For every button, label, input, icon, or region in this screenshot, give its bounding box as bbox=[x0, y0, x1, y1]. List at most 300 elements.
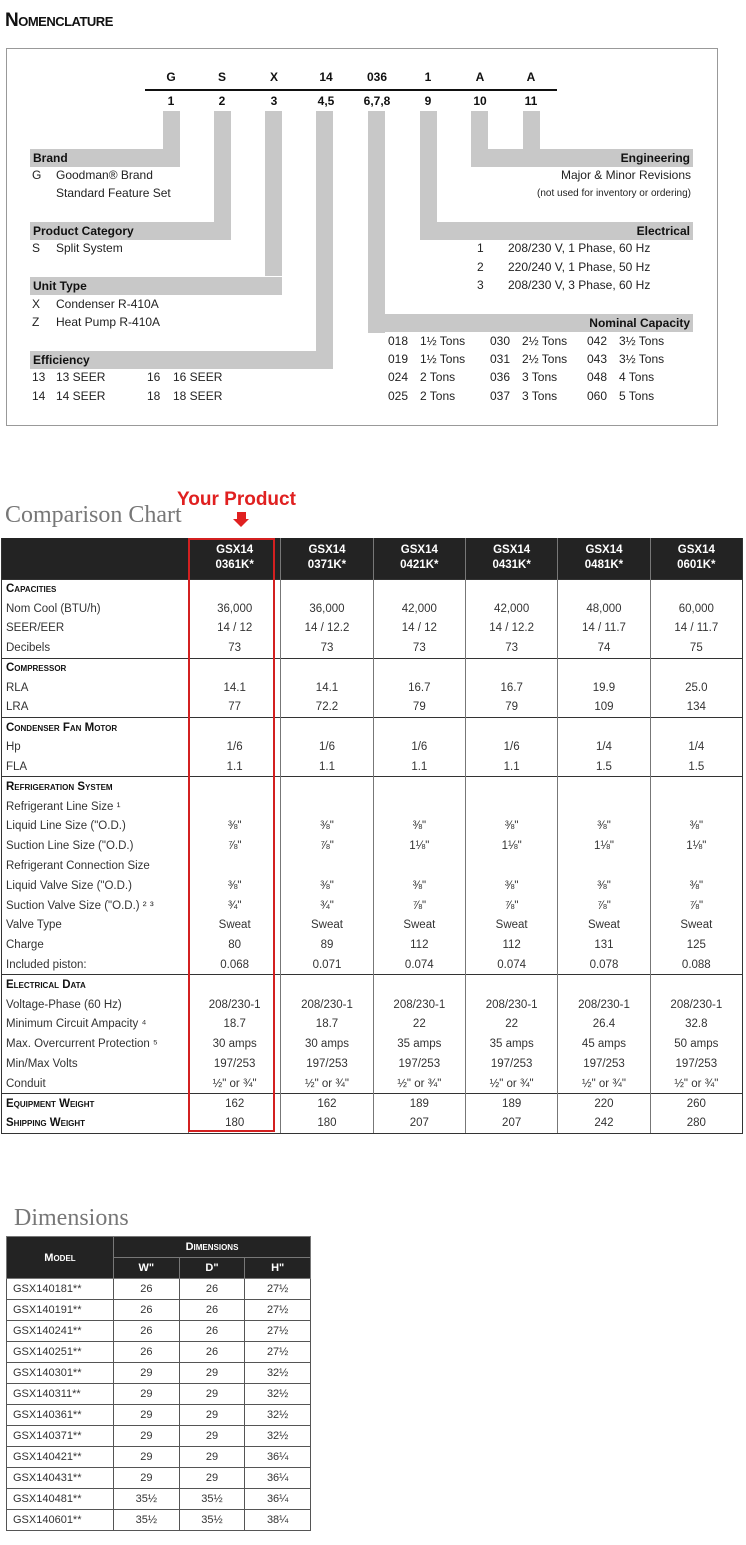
value-cell bbox=[465, 658, 557, 678]
value-cell: 22 bbox=[465, 1015, 557, 1035]
value-cell: 14 / 12.2 bbox=[465, 619, 557, 639]
engineering-heading: Engineering bbox=[471, 149, 693, 167]
connector-electrical bbox=[420, 111, 437, 223]
value-cell: 197/253 bbox=[281, 1054, 373, 1074]
value-cell: 36,000 bbox=[189, 599, 281, 619]
value-cell: Sweat bbox=[189, 916, 281, 936]
dim-model-cell: GSX140361** bbox=[7, 1405, 114, 1426]
row-label: Valve Type bbox=[2, 916, 189, 936]
brand-code: G bbox=[32, 168, 42, 182]
value-cell bbox=[373, 856, 465, 876]
value-cell bbox=[558, 975, 650, 995]
value-cell bbox=[373, 658, 465, 678]
value-cell: ⅞" bbox=[189, 836, 281, 856]
value-cell: 50 amps bbox=[650, 1034, 742, 1054]
value-cell: 112 bbox=[465, 935, 557, 955]
value-cell: 180 bbox=[189, 1114, 281, 1134]
value-cell: 109 bbox=[558, 698, 650, 718]
code-8: A bbox=[526, 70, 536, 84]
value-cell: 208/230-1 bbox=[558, 995, 650, 1015]
value-cell: ⅞" bbox=[281, 836, 373, 856]
value-cell: Sweat bbox=[558, 916, 650, 936]
value-cell: 1/4 bbox=[650, 737, 742, 757]
row-label: Charge bbox=[2, 935, 189, 955]
comparison-row bbox=[2, 955, 743, 975]
dim-value-cell: 29 bbox=[114, 1363, 180, 1384]
value-cell: 208/230-1 bbox=[281, 995, 373, 1015]
electrical-heading: Electrical bbox=[420, 222, 693, 240]
dim-model-cell: GSX140181** bbox=[7, 1279, 114, 1300]
comparison-row bbox=[2, 975, 743, 995]
value-cell bbox=[281, 856, 373, 876]
value-cell bbox=[281, 718, 373, 738]
comparison-row bbox=[2, 797, 743, 817]
value-cell bbox=[558, 856, 650, 876]
comparison-title: Comparison Chart bbox=[5, 502, 182, 528]
code-divider bbox=[145, 89, 557, 91]
dim-value-cell: 29 bbox=[114, 1384, 180, 1405]
code-2: S bbox=[217, 70, 226, 84]
row-label: RLA bbox=[2, 678, 189, 698]
value-cell: 30 amps bbox=[189, 1034, 281, 1054]
value-cell bbox=[189, 579, 281, 599]
value-cell: ⅜" bbox=[373, 876, 465, 896]
dim-model-cell: GSX140251** bbox=[7, 1342, 114, 1363]
value-cell bbox=[281, 797, 373, 817]
row-label: Refrigerant Line Size ¹ bbox=[2, 797, 189, 817]
dim-value-cell: 29 bbox=[179, 1468, 245, 1489]
value-cell bbox=[465, 718, 557, 738]
code-6: 1 bbox=[424, 70, 432, 84]
efficiency-value-4: 18 SEER bbox=[173, 389, 223, 403]
comparison-row bbox=[2, 678, 743, 698]
your-product-callout: Your Product bbox=[177, 489, 296, 510]
comparison-row bbox=[2, 757, 743, 777]
dimensions-title: Dimensions bbox=[14, 1205, 129, 1231]
comparison-row bbox=[2, 1034, 743, 1054]
comparison-row bbox=[2, 777, 743, 797]
value-cell: 208/230-1 bbox=[465, 995, 557, 1015]
value-cell bbox=[189, 797, 281, 817]
value-cell: 14 / 11.7 bbox=[558, 619, 650, 639]
unit-type-value-1: Condenser R-410A bbox=[56, 297, 159, 311]
engineering-line1: Major & Minor Revisions bbox=[560, 168, 691, 182]
value-cell bbox=[189, 718, 281, 738]
cap-value: 3½ Tons bbox=[619, 334, 665, 348]
value-cell bbox=[465, 777, 557, 797]
row-label: Liquid Valve Size ("O.D.) bbox=[2, 876, 189, 896]
value-cell: ⅜" bbox=[558, 817, 650, 837]
value-cell: 1⅛" bbox=[465, 836, 557, 856]
unit-type-code-2: Z bbox=[32, 315, 40, 329]
cap-value: 2 Tons bbox=[420, 370, 456, 384]
value-cell: 18.7 bbox=[281, 1015, 373, 1035]
comparison-row bbox=[2, 935, 743, 955]
value-cell: ½" or ¾" bbox=[650, 1074, 742, 1094]
row-label: Max. Overcurrent Protection ⁵ bbox=[2, 1034, 189, 1054]
value-cell: 1.1 bbox=[281, 757, 373, 777]
value-cell bbox=[373, 718, 465, 738]
dim-model-cell: GSX140191** bbox=[7, 1300, 114, 1321]
code-3: X bbox=[269, 70, 278, 84]
value-cell: 0.074 bbox=[465, 955, 557, 975]
value-cell bbox=[465, 797, 557, 817]
pos-4: 4,5 bbox=[317, 94, 335, 108]
value-cell: 22 bbox=[373, 1015, 465, 1035]
dim-value-cell: 29 bbox=[179, 1447, 245, 1468]
dim-value-cell: 26 bbox=[179, 1321, 245, 1342]
comparison-row bbox=[2, 599, 743, 619]
value-cell: 0.074 bbox=[373, 955, 465, 975]
value-cell: ¾" bbox=[189, 896, 281, 916]
connector-unit-type bbox=[265, 111, 282, 276]
dim-value-cell: 29 bbox=[179, 1426, 245, 1447]
value-cell: Sweat bbox=[650, 916, 742, 936]
dim-value-cell: 29 bbox=[114, 1405, 180, 1426]
value-cell: 197/253 bbox=[189, 1054, 281, 1074]
value-cell: 80 bbox=[189, 935, 281, 955]
dim-value-cell: 26 bbox=[179, 1279, 245, 1300]
value-cell: 112 bbox=[373, 935, 465, 955]
value-cell: ⅜" bbox=[650, 876, 742, 896]
dim-row bbox=[7, 1405, 311, 1426]
comparison-header-row bbox=[2, 538, 743, 579]
cap-code: 030 bbox=[490, 334, 511, 348]
header-blank bbox=[2, 538, 189, 579]
value-cell bbox=[373, 777, 465, 797]
model-header: GSX14 0481K* bbox=[558, 538, 650, 579]
value-cell: 35 amps bbox=[373, 1034, 465, 1054]
dim-row bbox=[7, 1489, 311, 1510]
dim-value-cell: 26 bbox=[114, 1342, 180, 1363]
value-cell: ¾" bbox=[281, 896, 373, 916]
value-cell bbox=[650, 975, 742, 995]
comparison-row bbox=[2, 638, 743, 658]
electrical-value-1: 208/230 V, 1 Phase, 60 Hz bbox=[508, 241, 651, 255]
code-1: G bbox=[166, 70, 176, 84]
value-cell: 1⅛" bbox=[373, 836, 465, 856]
dim-group-header: Dimensions bbox=[114, 1237, 311, 1258]
dim-model-header: Model bbox=[7, 1237, 114, 1279]
comparison-row bbox=[2, 718, 743, 738]
value-cell: ½" or ¾" bbox=[281, 1074, 373, 1094]
value-cell: 0.078 bbox=[558, 955, 650, 975]
dim-value-cell: 29 bbox=[114, 1447, 180, 1468]
cap-value: 5 Tons bbox=[619, 389, 655, 403]
value-cell: 72.2 bbox=[281, 698, 373, 718]
value-cell: 0.071 bbox=[281, 955, 373, 975]
value-cell: Sweat bbox=[373, 916, 465, 936]
dim-value-cell: 29 bbox=[114, 1426, 180, 1447]
dim-value-cell: 26 bbox=[114, 1300, 180, 1321]
value-cell bbox=[650, 856, 742, 876]
down-arrow-head-icon bbox=[233, 519, 249, 527]
value-cell bbox=[558, 579, 650, 599]
dim-header-row-1 bbox=[7, 1237, 311, 1258]
value-cell: Sweat bbox=[465, 916, 557, 936]
value-cell: 180 bbox=[281, 1114, 373, 1134]
cap-value: 3 Tons bbox=[522, 389, 558, 403]
value-cell: 280 bbox=[650, 1114, 742, 1134]
value-cell: 26.4 bbox=[558, 1015, 650, 1035]
code-5: 036 bbox=[366, 70, 388, 84]
pos-8: 11 bbox=[524, 94, 538, 108]
dim-value-cell: 27½ bbox=[245, 1279, 311, 1300]
cap-code: 042 bbox=[587, 334, 608, 348]
value-cell: 74 bbox=[558, 638, 650, 658]
value-cell: 208/230-1 bbox=[373, 995, 465, 1015]
brand-line2: Standard Feature Set bbox=[56, 186, 171, 200]
value-cell: 207 bbox=[373, 1114, 465, 1134]
electrical-value-3: 208/230 V, 3 Phase, 60 Hz bbox=[508, 278, 651, 292]
dim-row bbox=[7, 1363, 311, 1384]
value-cell: 208/230-1 bbox=[189, 995, 281, 1015]
value-cell: 19.9 bbox=[558, 678, 650, 698]
comparison-row bbox=[2, 1094, 743, 1114]
pos-3: 3 bbox=[270, 94, 278, 108]
connector-efficiency bbox=[316, 111, 333, 351]
pos-2: 2 bbox=[218, 94, 226, 108]
value-cell bbox=[650, 777, 742, 797]
dim-model-cell: GSX140421** bbox=[7, 1447, 114, 1468]
cap-code: 048 bbox=[587, 370, 608, 384]
value-cell: 197/253 bbox=[558, 1054, 650, 1074]
value-cell: 14 / 11.7 bbox=[650, 619, 742, 639]
dim-value-cell: 36¼ bbox=[245, 1468, 311, 1489]
efficiency-value-1: 13 SEER bbox=[56, 370, 106, 384]
cap-code: 037 bbox=[490, 389, 511, 403]
comparison-row bbox=[2, 1074, 743, 1094]
comparison-row bbox=[2, 737, 743, 757]
electrical-code-1: 1 bbox=[477, 241, 484, 255]
efficiency-code-1: 13 bbox=[32, 370, 46, 384]
row-label: Equipment Weight bbox=[2, 1094, 189, 1114]
value-cell bbox=[465, 975, 557, 995]
value-cell: Sweat bbox=[281, 916, 373, 936]
comparison-row bbox=[2, 658, 743, 678]
dim-row bbox=[7, 1279, 311, 1300]
dim-value-cell: 29 bbox=[114, 1468, 180, 1489]
dim-model-cell: GSX140311** bbox=[7, 1384, 114, 1405]
pos-7: 10 bbox=[473, 94, 487, 108]
dim-row bbox=[7, 1426, 311, 1447]
model-header: GSX14 0371K* bbox=[281, 538, 373, 579]
value-cell: 125 bbox=[650, 935, 742, 955]
dim-row bbox=[7, 1300, 311, 1321]
value-cell: 14 / 12 bbox=[373, 619, 465, 639]
value-cell: 1/6 bbox=[465, 737, 557, 757]
value-cell: ⅜" bbox=[465, 817, 557, 837]
value-cell: ⅞" bbox=[465, 896, 557, 916]
value-cell bbox=[373, 579, 465, 599]
value-cell: 1.5 bbox=[558, 757, 650, 777]
value-cell: 1/6 bbox=[373, 737, 465, 757]
comparison-row bbox=[2, 836, 743, 856]
value-cell: 162 bbox=[281, 1094, 373, 1114]
value-cell: 197/253 bbox=[373, 1054, 465, 1074]
value-cell: ⅜" bbox=[281, 817, 373, 837]
efficiency-code-2: 16 bbox=[147, 370, 161, 384]
cap-value: 4 Tons bbox=[619, 370, 655, 384]
value-cell bbox=[558, 777, 650, 797]
dim-model-cell: GSX140431** bbox=[7, 1468, 114, 1489]
row-label: Shipping Weight bbox=[2, 1114, 189, 1134]
value-cell: ⅜" bbox=[189, 817, 281, 837]
value-cell: 1.1 bbox=[465, 757, 557, 777]
cap-value: 1½ Tons bbox=[420, 352, 466, 366]
comparison-row bbox=[2, 896, 743, 916]
dim-value-cell: 29 bbox=[179, 1384, 245, 1405]
value-cell: ½" or ¾" bbox=[558, 1074, 650, 1094]
row-label: Minimum Circuit Ampacity ⁴ bbox=[2, 1015, 189, 1035]
dimensions-body bbox=[7, 1279, 311, 1531]
value-cell: ½" or ¾" bbox=[373, 1074, 465, 1094]
dim-value-cell: 26 bbox=[179, 1342, 245, 1363]
efficiency-code-3: 14 bbox=[32, 389, 46, 403]
value-cell: 260 bbox=[650, 1094, 742, 1114]
value-cell: 1/6 bbox=[281, 737, 373, 757]
row-label: Compressor bbox=[2, 658, 189, 678]
comparison-row bbox=[2, 579, 743, 599]
code-4: 14 bbox=[319, 70, 333, 84]
brand-line1: Goodman® Brand bbox=[56, 168, 153, 182]
value-cell: 1.5 bbox=[650, 757, 742, 777]
model-header: GSX14 0421K* bbox=[373, 538, 465, 579]
value-cell: 134 bbox=[650, 698, 742, 718]
value-cell bbox=[465, 579, 557, 599]
capacity-heading: Nominal Capacity bbox=[368, 314, 693, 332]
value-cell: ⅜" bbox=[281, 876, 373, 896]
value-cell: 0.068 bbox=[189, 955, 281, 975]
unit-type-heading: Unit Type bbox=[30, 277, 282, 295]
value-cell: 60,000 bbox=[650, 599, 742, 619]
value-cell bbox=[373, 975, 465, 995]
value-cell: 32.8 bbox=[650, 1015, 742, 1035]
cap-code: 025 bbox=[388, 389, 409, 403]
value-cell bbox=[650, 718, 742, 738]
comparison-row bbox=[2, 916, 743, 936]
dim-value-cell: 36¼ bbox=[245, 1489, 311, 1510]
dim-value-cell: 32½ bbox=[245, 1384, 311, 1405]
cap-code: 018 bbox=[388, 334, 409, 348]
electrical-code-2: 2 bbox=[477, 260, 484, 274]
dim-value-cell: 27½ bbox=[245, 1342, 311, 1363]
value-cell bbox=[650, 658, 742, 678]
value-cell: 14.1 bbox=[189, 678, 281, 698]
value-cell: 14 / 12 bbox=[189, 619, 281, 639]
value-cell: 36,000 bbox=[281, 599, 373, 619]
dim-value-cell: 26 bbox=[179, 1300, 245, 1321]
value-cell: 16.7 bbox=[465, 678, 557, 698]
efficiency-value-3: 14 SEER bbox=[56, 389, 106, 403]
dim-value-cell: 35½ bbox=[179, 1489, 245, 1510]
cap-code: 024 bbox=[388, 370, 409, 384]
comparison-row bbox=[2, 619, 743, 639]
comparison-row bbox=[2, 698, 743, 718]
cap-code: 019 bbox=[388, 352, 409, 366]
dim-value-cell: 26 bbox=[114, 1321, 180, 1342]
dim-value-cell: 27½ bbox=[245, 1300, 311, 1321]
value-cell: ⅜" bbox=[465, 876, 557, 896]
model-header: GSX14 0361K* bbox=[189, 538, 281, 579]
row-label: Suction Valve Size ("O.D.) ² ³ bbox=[2, 896, 189, 916]
value-cell: 1⅛" bbox=[650, 836, 742, 856]
value-cell: 1/6 bbox=[189, 737, 281, 757]
value-cell: 162 bbox=[189, 1094, 281, 1114]
value-cell: 131 bbox=[558, 935, 650, 955]
value-cell bbox=[189, 777, 281, 797]
value-cell: 189 bbox=[373, 1094, 465, 1114]
cap-code: 043 bbox=[587, 352, 608, 366]
value-cell bbox=[558, 718, 650, 738]
engineering-line2: (not used for inventory or ordering) bbox=[537, 188, 691, 199]
value-cell: 1/4 bbox=[558, 737, 650, 757]
value-cell: 73 bbox=[373, 638, 465, 658]
unit-type-code-1: X bbox=[32, 297, 41, 311]
comparison-row bbox=[2, 1114, 743, 1134]
value-cell: 1⅛" bbox=[558, 836, 650, 856]
dim-row bbox=[7, 1321, 311, 1342]
model-header: GSX14 0431K* bbox=[465, 538, 557, 579]
row-label: Refrigerant Connection Size bbox=[2, 856, 189, 876]
row-label: FLA bbox=[2, 757, 189, 777]
row-label: LRA bbox=[2, 698, 189, 718]
cap-value: 2½ Tons bbox=[522, 352, 568, 366]
row-label: Min/Max Volts bbox=[2, 1054, 189, 1074]
value-cell: 0.088 bbox=[650, 955, 742, 975]
value-cell bbox=[189, 856, 281, 876]
value-cell: 242 bbox=[558, 1114, 650, 1134]
value-cell: 42,000 bbox=[465, 599, 557, 619]
value-cell: 14.1 bbox=[281, 678, 373, 698]
value-cell bbox=[281, 777, 373, 797]
dim-row bbox=[7, 1384, 311, 1405]
brand-heading: Brand bbox=[30, 149, 180, 167]
row-label: Refrigeration System bbox=[2, 777, 189, 797]
value-cell: ⅞" bbox=[373, 896, 465, 916]
model-header: GSX14 0601K* bbox=[650, 538, 742, 579]
value-cell: 207 bbox=[465, 1114, 557, 1134]
dim-model-cell: GSX140601** bbox=[7, 1510, 114, 1531]
connector-capacity bbox=[368, 111, 385, 333]
value-cell bbox=[189, 975, 281, 995]
row-label: Suction Line Size ("O.D.) bbox=[2, 836, 189, 856]
value-cell: 16.7 bbox=[373, 678, 465, 698]
comparison-row bbox=[2, 856, 743, 876]
dim-row bbox=[7, 1510, 311, 1531]
value-cell: 14 / 12.2 bbox=[281, 619, 373, 639]
cap-value: 3½ Tons bbox=[619, 352, 665, 366]
value-cell: 1.1 bbox=[189, 757, 281, 777]
value-cell: 197/253 bbox=[650, 1054, 742, 1074]
dim-row bbox=[7, 1468, 311, 1489]
dim-row bbox=[7, 1447, 311, 1468]
value-cell bbox=[650, 579, 742, 599]
value-cell: 89 bbox=[281, 935, 373, 955]
dimensions-table bbox=[6, 1236, 311, 1531]
cap-code: 036 bbox=[490, 370, 511, 384]
value-cell: 30 amps bbox=[281, 1034, 373, 1054]
value-cell bbox=[189, 658, 281, 678]
unit-type-value-2: Heat Pump R-410A bbox=[56, 315, 161, 329]
value-cell: 220 bbox=[558, 1094, 650, 1114]
value-cell: 79 bbox=[373, 698, 465, 718]
electrical-value-2: 220/240 V, 1 Phase, 50 Hz bbox=[508, 260, 651, 274]
dim-value-cell: 27½ bbox=[245, 1321, 311, 1342]
row-label: Capacities bbox=[2, 579, 189, 599]
row-label: Nom Cool (BTU/h) bbox=[2, 599, 189, 619]
value-cell bbox=[281, 975, 373, 995]
